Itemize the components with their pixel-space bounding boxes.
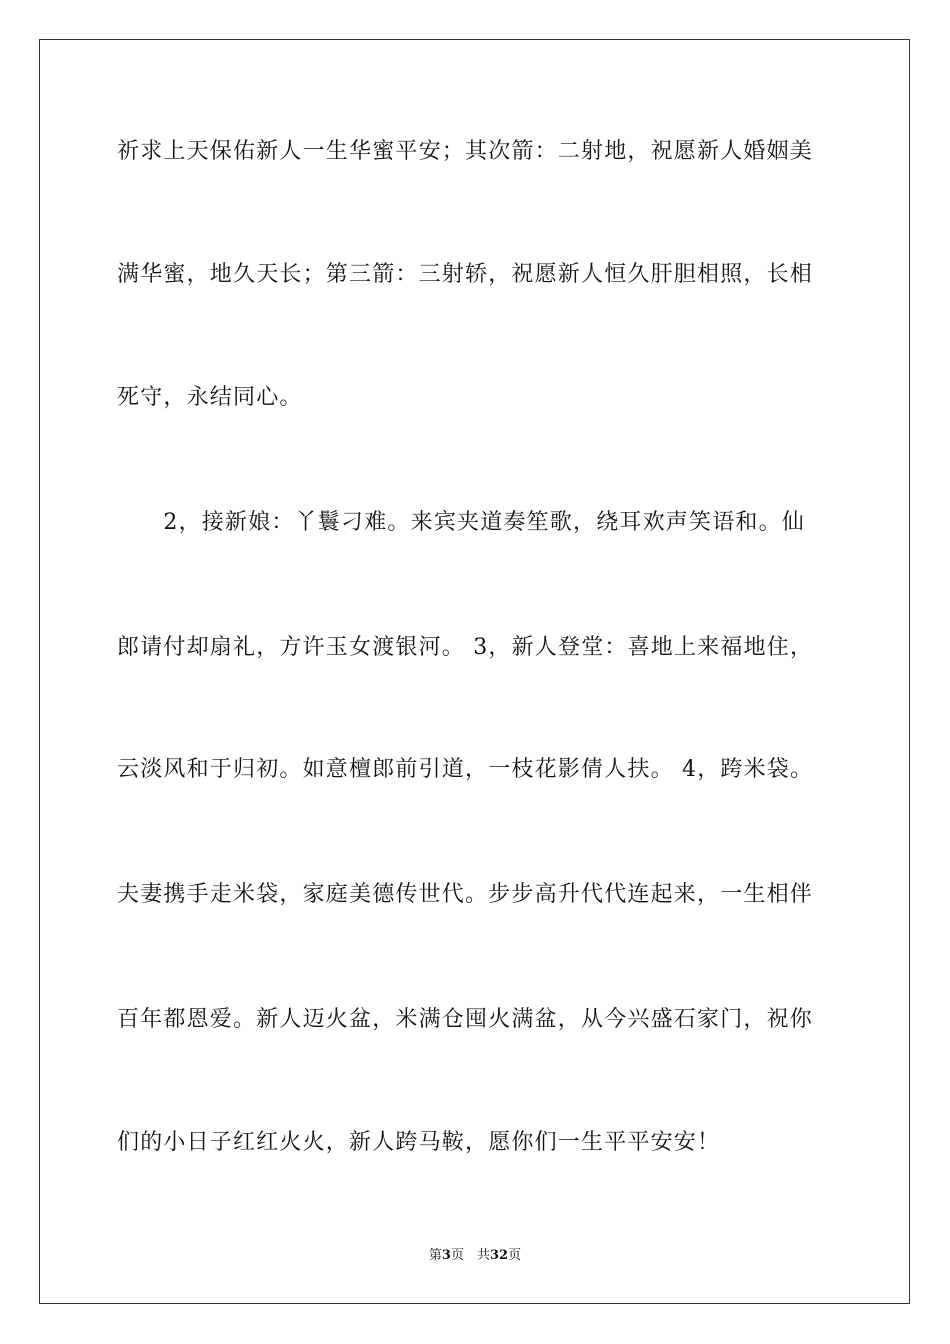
text-line-6: 云淡风和于归初。如意檀郎前引道，一枝花影倩人扶。 4，跨米袋。 [117,757,814,782]
text-line-3: 死守，永结同心。 [117,385,303,410]
text-line-5: 郎请付却扇礼，方许玉女渡银河。 3，新人登堂：喜地上来福地住， [117,635,814,660]
text-line-1: 祈求上天保佑新人一生华蜜平安；其次箭：二射地，祝愿新人婚姻美 [117,139,814,164]
text-line-7: 夫妻携手走米袋，家庭美德传世代。步步高升代代连起来，一生相伴 [117,882,814,907]
total-page-count: 32 [489,1248,509,1263]
page-frame [39,39,910,1304]
text-line-8: 百年都恩爱。新人迈火盆，米满仓囤火满盆，从今兴盛石家门，祝你 [117,1007,814,1032]
text-line-4: 2，接新娘：丫鬟刁难。来宾夹道奏笙歌，绕耳欢声笑语和。仙 [117,510,805,535]
page-number-footer [0,1247,950,1265]
text-line-9: 们的小日子红红火火，新人跨马鞍，愿你们一生平平安安！ [117,1130,721,1155]
text-line-2: 满华蜜，地久天长；第三箭：三射轿，祝愿新人恒久肝胆相照，长相 [117,262,814,287]
footer-prefix: 第 [428,1248,442,1263]
current-page-number: 3 [441,1248,451,1263]
footer-suffix: 页 [508,1248,522,1263]
footer-mid: 页 共 [450,1248,490,1263]
